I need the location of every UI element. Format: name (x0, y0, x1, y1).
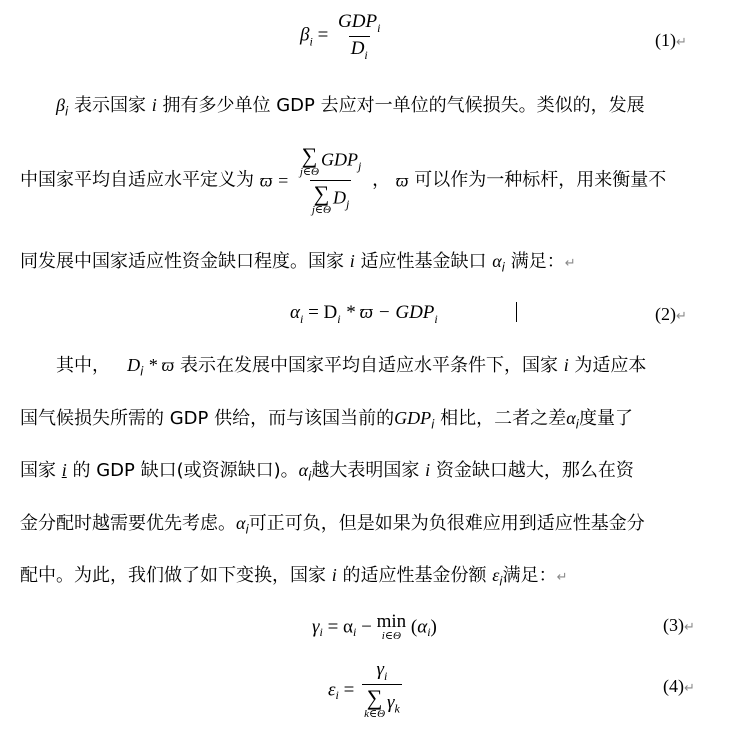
paragraph-1-line-1: $\beta_i$ 表示国家 i 拥有多少单位 GDP 去应对一单位的气候损失。类似的，发展 (56, 95, 645, 119)
equation-4-fraction: $\gamma_i$ ∑ k∈Θ $\gamma_k$ (364, 659, 400, 720)
paragraph-2-line-5: 配中。为此，我们做了如下变换，国家 i 的适应性基金份额 $\varepsilon_i$满足：↵ (20, 565, 568, 589)
equation-2: $\alpha_i = D_i * ϖ - GDP_i$ (290, 302, 438, 326)
equation-2-number: (2)↵ (655, 304, 687, 324)
equation-4: $\varepsilon_i$ = $\gamma_i$ ∑ k∈Θ $\gamma_k$ (328, 659, 400, 720)
paragraph-2-line-2: 国气候损失所需的 GDP 供给，而与该国当前的$GDP_i$ 相比，二者之差$\alpha_i$度量了 (20, 408, 633, 432)
text-cursor (516, 302, 517, 322)
paragraph-2-line-3: 国家 i 的 GDP 缺口(或资源缺口)。$\alpha_i$越大表明国家 i 资金缺口越大，那么在资 (20, 460, 634, 484)
equation-4-number: (4)↵ (663, 676, 695, 696)
paragraph-1-line-2: 中国家平均自适应水平定义为 ϖ = ∑ j∈Θ $GDP_j$ ∑ j∈Θ $D_j$ ， ϖ 可以作为一种标杆，用来衡量不 (20, 143, 667, 216)
paragraph-1-line-3: 同发展中国家适应性资金缺口程度。国家 i 适应性基金缺口 $\alpha_i$ 满足：↵ (20, 251, 576, 275)
paragraph-2-line-1: 其中， $D_i$ * ϖ 表示在发展中国家平均自适应水平条件下，国家 i 为适应本 (56, 355, 647, 379)
equation-1-fraction: $\frac{GDP_i}{D_i}$ (338, 11, 381, 62)
equation-3: $\gamma_i = \alpha_i$ − min i∈Θ $(\alpha_i)$ (312, 611, 437, 642)
varpi-definition-fraction: ∑ j∈Θ $GDP_j$ ∑ j∈Θ $D_j$ (299, 143, 362, 216)
paragraph-2-line-4: 金分配时越需要优先考虑。$\alpha_i$可正可负，但是如果为负很难应用到适应性基金分 (20, 513, 645, 537)
equation-1: $\beta_i$ = $\frac{GDP_i}{D_i}$ (300, 11, 381, 62)
equation-1-number: (1)↵ (655, 30, 687, 50)
equation-3-number: (3)↵ (663, 615, 695, 635)
